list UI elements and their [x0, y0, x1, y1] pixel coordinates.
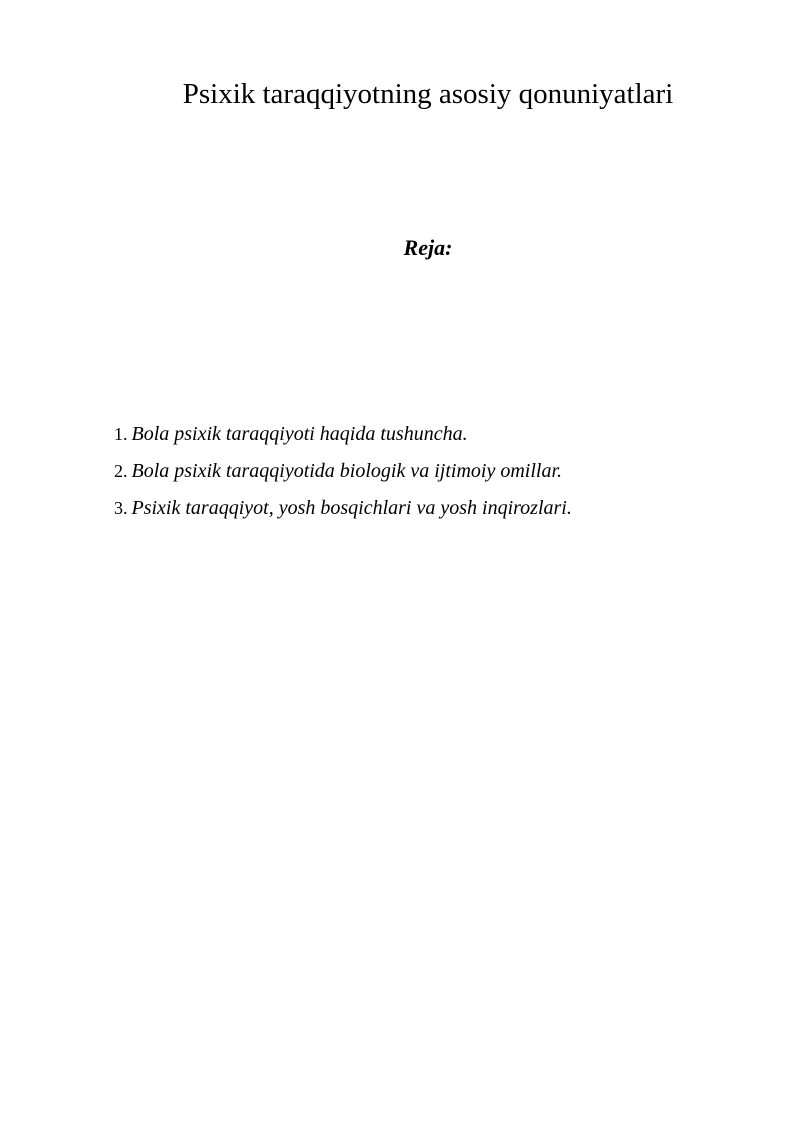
plan-item — [114, 457, 572, 494]
plan-item-text: Psixik taraqqiyot, yosh bosqichlari va yosh inqirozlari. — [131, 497, 572, 519]
plan-item-number: 3. — [114, 498, 128, 518]
plan-list — [114, 420, 572, 531]
plan-item-text: Bola psixik taraqqiyoti haqida tushuncha. — [131, 423, 468, 445]
plan-item-text: Bola psixik taraqqiyotida biologik va ijtimoiy omillar. — [131, 460, 563, 482]
plan-item — [114, 494, 572, 531]
plan-item — [114, 420, 572, 457]
document-title: Psixik taraqqiyotning asosiy qonuniyatlari — [182, 78, 674, 110]
plan-item-number: 2. — [114, 461, 128, 481]
plan-item-number: 1. — [114, 424, 128, 444]
plan-heading: Reja: — [403, 235, 453, 260]
